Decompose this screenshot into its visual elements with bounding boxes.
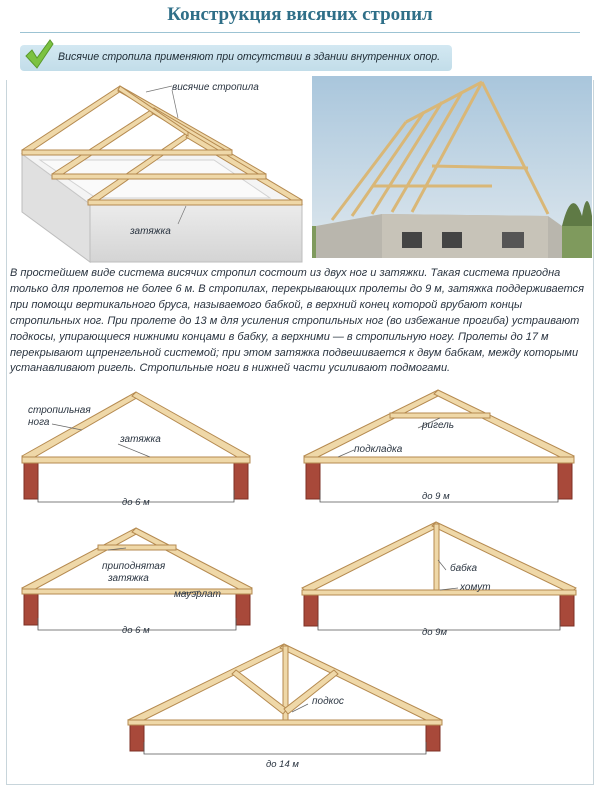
raised-tie <box>98 545 176 550</box>
label-riegel: ригель <box>422 420 455 431</box>
rafter <box>432 522 576 593</box>
brick-support <box>304 594 318 626</box>
truss-9m-riegel <box>304 390 574 499</box>
tie-beam <box>304 457 574 463</box>
rafter <box>434 390 574 461</box>
label-rafter-leg: стропильная <box>28 405 91 416</box>
label-pad: подкладка <box>354 444 403 455</box>
note-text: Висячие стропила применяют при отсутствии в здании внутренних опор. <box>58 51 441 63</box>
brick-support <box>558 463 572 499</box>
label-tie: затяжка <box>120 434 161 445</box>
rafter <box>280 644 442 725</box>
label-hanging-rafters: висячие стропила <box>172 82 259 93</box>
page-title: Конструкция висячих стропил <box>167 4 433 25</box>
label-raised-tie: приподнятая <box>102 561 166 572</box>
span-label: до 6 м <box>122 497 150 508</box>
strut <box>232 670 287 714</box>
brick-support <box>130 725 144 751</box>
truss-14m-struts <box>128 644 442 751</box>
brick-support <box>426 725 440 751</box>
label-king-post: бабка <box>450 563 478 574</box>
tie-beam <box>128 720 442 725</box>
span-label: до 6 м <box>122 625 150 636</box>
king-post <box>434 524 439 590</box>
label-rafter-leg-2: нога <box>28 417 50 428</box>
span-label: до 14 м <box>266 759 299 770</box>
truss-9m-king-post <box>302 522 576 626</box>
tie-beam <box>22 457 250 463</box>
label-strut: подкос <box>312 696 344 707</box>
riegel <box>390 413 490 418</box>
span-label: до 9 м <box>422 491 450 502</box>
label-tie: затяжка <box>130 226 171 237</box>
brick-support <box>236 593 250 625</box>
brick-support <box>24 463 38 499</box>
label-clamp: хомут <box>460 582 491 593</box>
span-label: до 9м <box>422 627 447 638</box>
tie-beam <box>302 590 576 595</box>
label-raised-tie-2: затяжка <box>108 573 149 584</box>
brick-support <box>234 463 248 499</box>
rafter <box>128 644 288 725</box>
dimension-line <box>144 742 426 754</box>
brick-support <box>306 463 320 499</box>
rafter <box>302 522 440 593</box>
brick-support <box>24 593 38 625</box>
rafter <box>132 392 250 461</box>
description-paragraph: В простейшем виде система висячих стропил состоит из двух ног и затяжки. Такая система пригодна только для пролетов не более 6 м. В стропилах, перекрывающих пролеты до 9 м, затяжка поддерживается при помощи вертикального бруса, называемого бабкой, в верхний конец которой врубают концы стропильных ног. При пролете до 13 м для усиления стропильных ног (во избежание прогиба) устраивают подкосы, упирающиеся нижними концами в бабку, а верхними — в стропильную ногу. Пролеты до 17 м перекрывают щпренгельной системой; при этом затяжка подвешивается к двум бабкам, между которыми устанавливают ригель. Стропильные ноги в нижней части усиливают подмогами. <box>10 267 585 375</box>
brick-support <box>560 594 574 626</box>
label-mauerlat: мауэрлат <box>174 589 221 600</box>
strut <box>284 670 338 714</box>
